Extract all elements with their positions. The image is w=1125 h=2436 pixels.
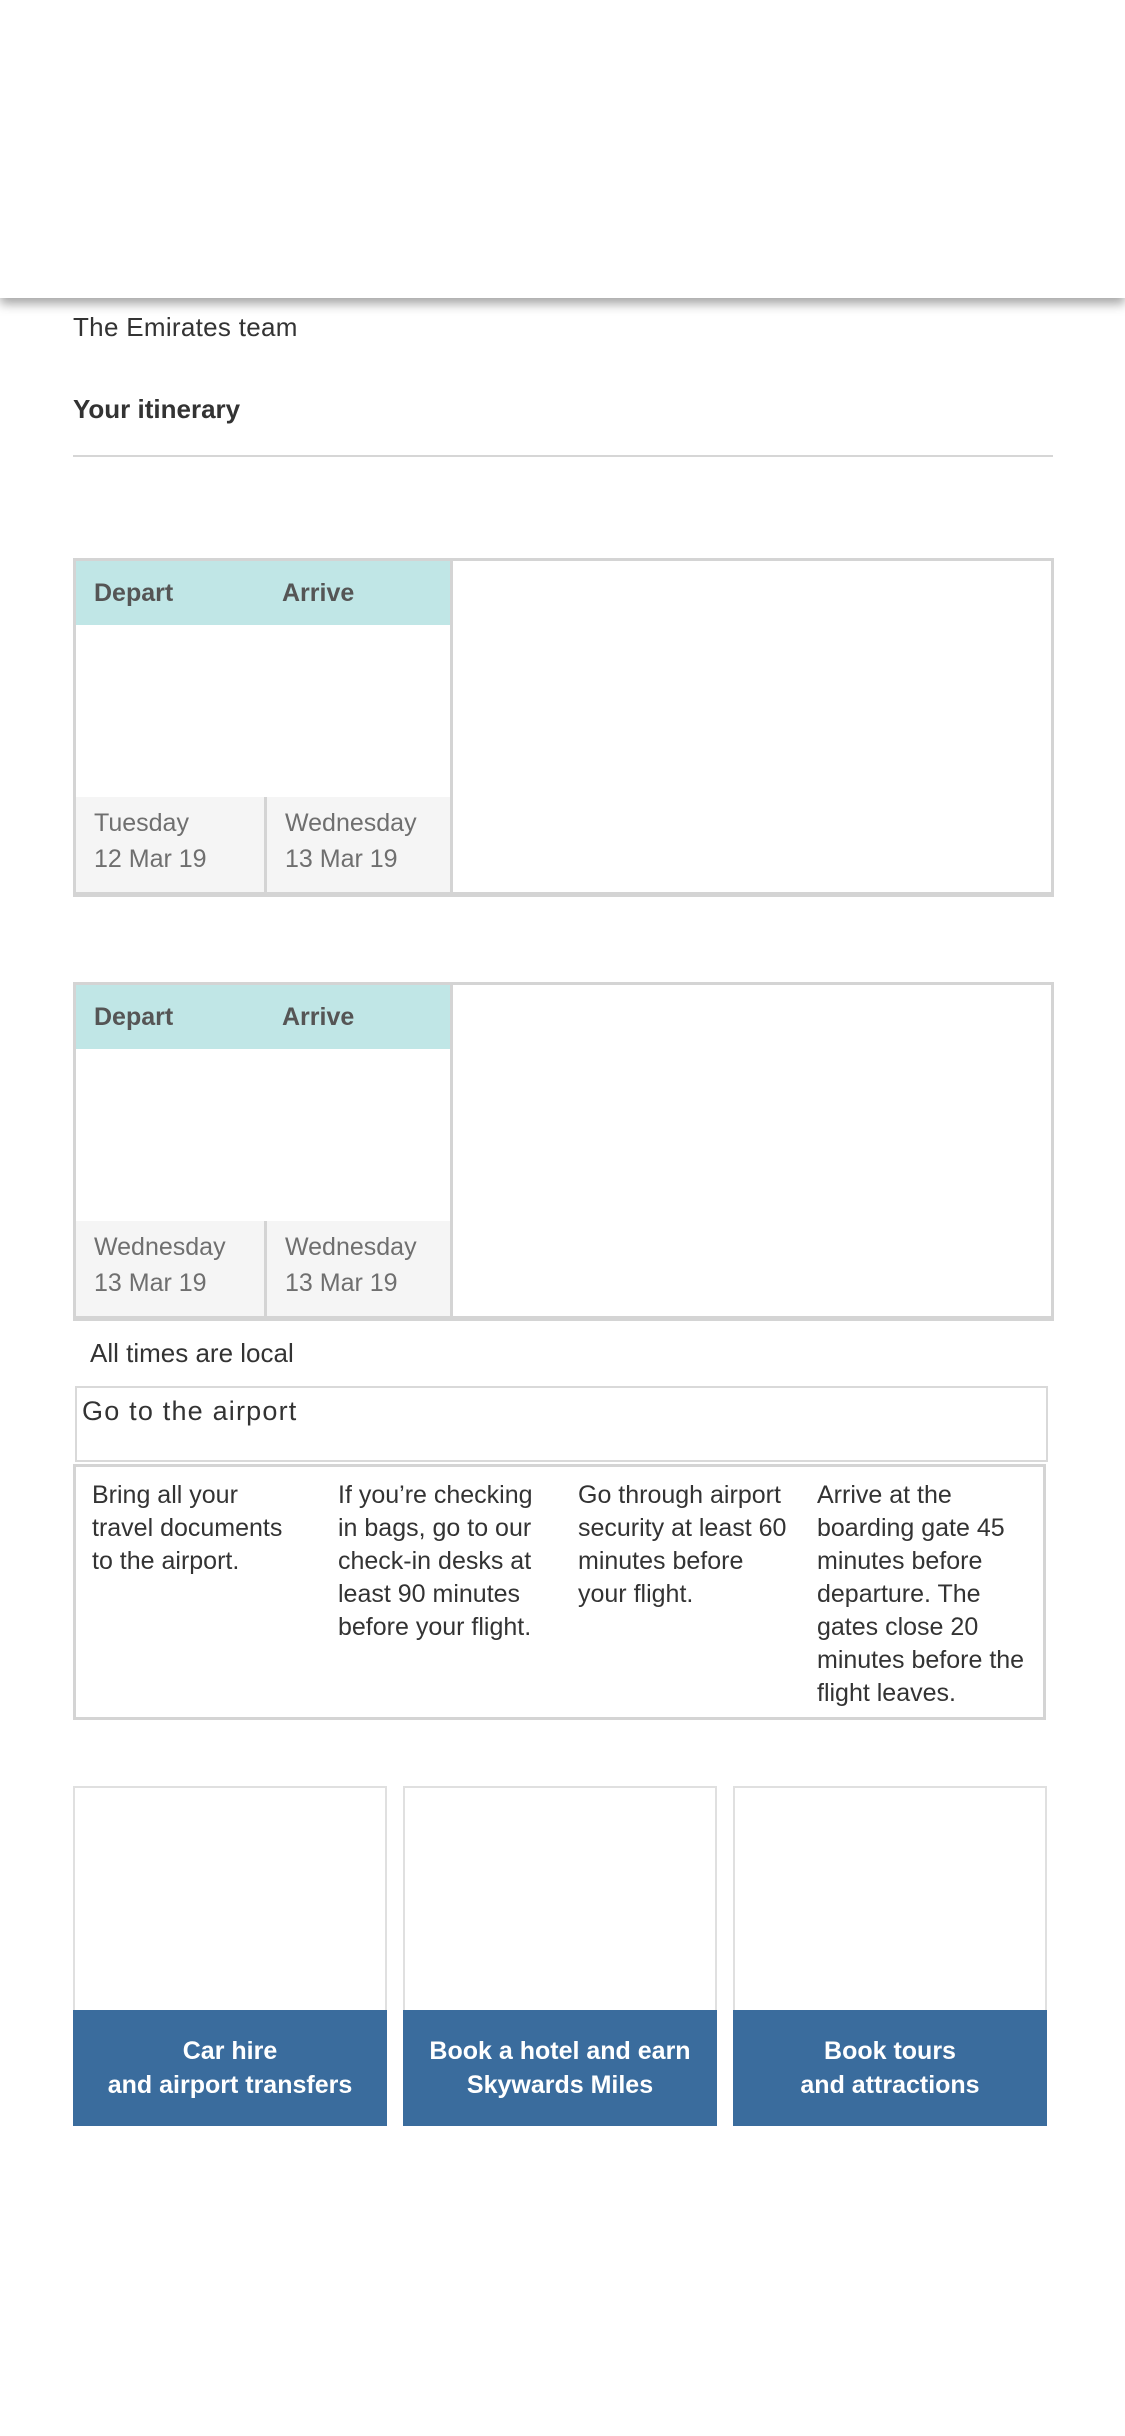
promo-line-1: Book a hotel and earn: [429, 2037, 691, 2065]
arrive-day: Wednesday: [285, 1233, 417, 1261]
arrive-date-cell: [264, 797, 450, 892]
flight-dates: [76, 797, 450, 892]
depart-date-cell: [76, 797, 262, 892]
promo-image[interactable]: [73, 1786, 387, 2010]
promo-car-hire[interactable]: [73, 1786, 387, 2126]
promo-line-2: and attractions: [800, 2071, 980, 2099]
promo-tours[interactable]: [733, 1786, 1047, 2126]
arrive-day: Wednesday: [285, 809, 417, 837]
step-boarding-gate: Arrive at the boarding gate 45 minutes before departure. The gates close 20 minutes before the flight leaves.: [817, 1481, 1025, 1707]
promo-line-2: Skywards Miles: [466, 2071, 654, 2099]
promo-image[interactable]: [403, 1786, 717, 2010]
depart-label: Depart: [94, 579, 174, 607]
promo-button[interactable]: [733, 2010, 1047, 2126]
itinerary-title: Your itinerary: [73, 394, 241, 424]
top-header-bar: [0, 0, 1125, 298]
step-check-in: If you’re checking in bags, go to our check-in desks at least 90 minutes before your flight.: [338, 1481, 533, 1641]
arrive-label: Arrive: [282, 579, 355, 607]
section-divider: [73, 455, 1053, 457]
flight-card[interactable]: [73, 982, 1054, 1321]
flight-header: [76, 985, 450, 1049]
depart-date-cell: [76, 1221, 262, 1316]
times-note: All times are local: [90, 1338, 294, 1368]
flight-dates: [76, 1221, 450, 1316]
promo-button[interactable]: [73, 2010, 387, 2126]
depart-date: 13 Mar 19: [94, 1269, 207, 1297]
promo-image[interactable]: [733, 1786, 1047, 2010]
step-documents: Bring all your travel documents to the airport.: [92, 1481, 283, 1575]
step-security: Go through airport security at least 60 minutes before your flight.: [578, 1481, 787, 1608]
arrive-date: 13 Mar 19: [285, 845, 398, 873]
airport-title: Go to the airport: [82, 1396, 298, 1426]
airport-heading-box: [75, 1386, 1048, 1462]
depart-date: 12 Mar 19: [94, 845, 207, 873]
arrive-label: Arrive: [282, 1003, 355, 1031]
promo-hotel[interactable]: [403, 1786, 717, 2126]
depart-day: Tuesday: [94, 809, 189, 837]
arrive-date-cell: [264, 1221, 450, 1316]
depart-label: Depart: [94, 1003, 174, 1031]
arrive-date: 13 Mar 19: [285, 1269, 398, 1297]
promo-button[interactable]: [403, 2010, 717, 2126]
depart-day: Wednesday: [94, 1233, 226, 1261]
signoff-text: The Emirates team: [73, 312, 298, 342]
flight-card[interactable]: [73, 558, 1054, 897]
flight-summary: [76, 561, 453, 892]
promo-line-2: and airport transfers: [107, 2071, 353, 2099]
airport-steps: [73, 1464, 1046, 1720]
flight-summary: [76, 985, 453, 1316]
flight-header: [76, 561, 450, 625]
promo-line-1: Car hire: [182, 2037, 278, 2065]
promo-line-1: Book tours: [824, 2037, 956, 2065]
